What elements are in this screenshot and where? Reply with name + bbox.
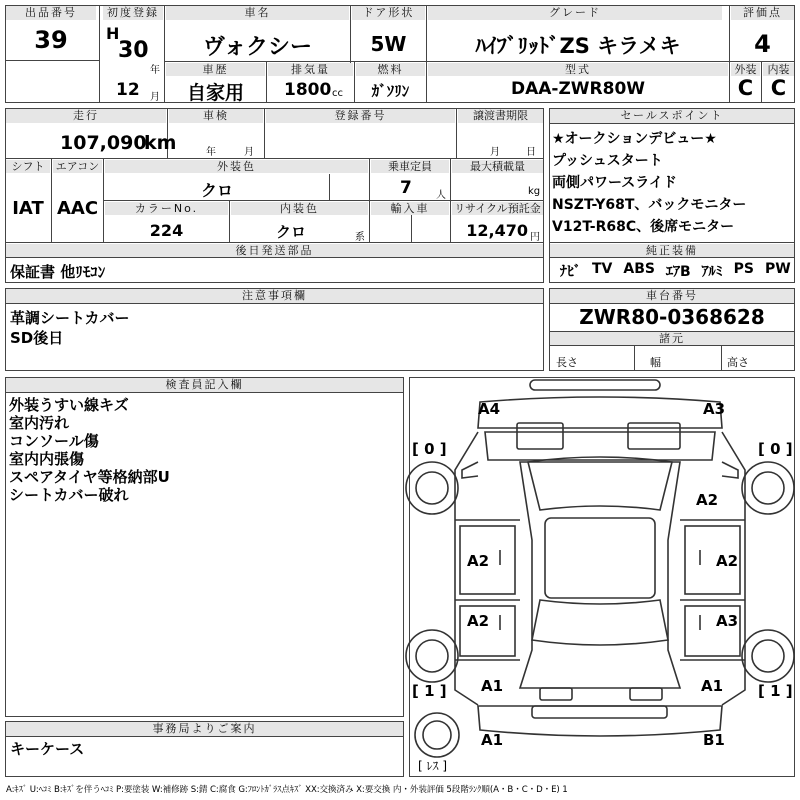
equipment-item: PW xyxy=(765,261,791,277)
mark-rear-bumper-right: B1 xyxy=(703,731,725,749)
divider xyxy=(5,392,404,393)
inspector-note: 室内汚れ xyxy=(9,414,70,432)
mark-right-front-door: A2 xyxy=(716,552,739,570)
score-label: 評価点 xyxy=(731,6,794,20)
inspector-note: スペアタイヤ等格納部U xyxy=(9,468,170,486)
interior-color-label: 内装色 xyxy=(231,202,368,215)
kei-unit: 系 xyxy=(355,232,365,243)
color-no-value: 224 xyxy=(149,221,184,240)
reg-no-label: 登録番号 xyxy=(266,109,455,123)
chassis-no-value: ZWR80-0368628 xyxy=(579,305,765,329)
later-items-label: 後日発送部品 xyxy=(6,244,543,257)
fuel-value: ｶﾞｿﾘﾝ xyxy=(371,82,410,100)
exterior-label: 外装 xyxy=(731,63,760,76)
interior-color-value: クロ xyxy=(275,223,306,241)
tire-rr-value: 1 xyxy=(770,682,781,700)
car-diagram-frame xyxy=(409,377,795,777)
insp-month-unit: 月 xyxy=(244,147,254,158)
inspection-label: 車検 xyxy=(169,109,263,123)
divider xyxy=(549,303,795,304)
mileage-value: 107,090 xyxy=(60,132,147,154)
exterior-grade-value: C xyxy=(737,76,754,100)
shift-label: シフト xyxy=(6,160,50,173)
km-unit: km xyxy=(144,132,177,154)
cc-unit: cc xyxy=(332,88,343,99)
fuel-label: 燃料 xyxy=(356,63,425,76)
door-type-value: 5W xyxy=(370,32,407,56)
yen-unit: 円 xyxy=(530,232,540,243)
tire-fr-mark: [ 0 ] xyxy=(758,440,793,458)
divider xyxy=(549,123,795,124)
divider xyxy=(729,5,730,103)
mark-left-quarter: A1 xyxy=(481,677,504,695)
sales-point: NSZT-Y68T、バックモニター xyxy=(552,197,747,213)
divider xyxy=(5,242,544,243)
exterior-color-value: クロ xyxy=(200,181,233,200)
equipment-item: ｴｱB xyxy=(665,264,691,280)
mark-front-left: A4 xyxy=(478,400,501,418)
shift-value: IAT xyxy=(12,198,44,219)
insp-year-unit: 年 xyxy=(206,147,216,158)
recycle-label: リサイクル預託金 xyxy=(452,202,543,215)
divider xyxy=(456,108,457,158)
vehicle-history-label: 車歴 xyxy=(166,63,265,76)
car-name-label: 車名 xyxy=(166,6,349,20)
spare-value: ﾚｽ xyxy=(426,759,439,773)
inspector-note: シートカバー破れ xyxy=(9,486,129,504)
month-value: 12 xyxy=(116,80,140,100)
interior-label: 内装 xyxy=(763,63,794,76)
office-label: 事務局よりご案内 xyxy=(6,722,403,736)
transfer-deadline-label: 譲渡書期限 xyxy=(458,109,543,123)
tire-rl-value: 1 xyxy=(424,682,435,700)
score-value: 4 xyxy=(754,30,771,58)
divider xyxy=(5,257,544,258)
inspector-label: 検査員記入欄 xyxy=(6,378,403,392)
divider xyxy=(354,61,355,103)
divider xyxy=(549,345,795,346)
aircon-value: AAC xyxy=(56,198,99,219)
lot-no-value: 39 xyxy=(34,26,68,54)
divider xyxy=(634,345,635,371)
car-name-value: ヴォクシー xyxy=(202,35,313,60)
divider xyxy=(266,61,267,103)
divider xyxy=(164,5,165,103)
length-label: 長さ xyxy=(556,356,578,369)
sales-point: ★オークションデビュー★ xyxy=(552,131,717,147)
equipment-item: ABS xyxy=(623,261,655,277)
genuine-equipment-label: 純正装備 xyxy=(550,244,794,257)
divider xyxy=(426,5,427,103)
month-unit: 月 xyxy=(150,92,160,103)
sales-point: V12T-R68C、後席モニター xyxy=(552,219,735,235)
grade-value: ﾊｲﾌﾞﾘｯﾄﾞZS キラメキ xyxy=(475,34,681,58)
kg-unit: kg xyxy=(528,186,541,197)
divider xyxy=(5,303,544,304)
note-line: SD後日 xyxy=(10,329,64,347)
office-note: キーケース xyxy=(10,740,85,758)
height-label: 高さ xyxy=(727,356,749,369)
mark-rear-bumper-left: A1 xyxy=(481,731,504,749)
tire-rl-mark: [ 1 ] xyxy=(412,682,447,700)
person-unit: 人 xyxy=(436,190,446,201)
divider xyxy=(350,5,351,63)
divider xyxy=(229,200,230,242)
inspector-note: 外装うすい線キズ xyxy=(9,396,129,414)
sales-points-label: セールスポイント xyxy=(550,109,794,123)
sales-point: プッシュスタート xyxy=(552,153,663,169)
exterior-color-label: 外装色 xyxy=(105,160,368,173)
legend: A:ｷｽﾞ U:ﾍｺﾐ B:ｷｽﾞを伴うﾍｺﾐ P:要塗装 W:補修跡 S:錆 C:腐食 G:ﾌﾛﾝﾄｶﾞﾗｽ点ｷｽﾞ XX:交換済み X:要交換 内・外装評価 5段階ﾗﾝｸ順(A・B・C・D・E) 1 xyxy=(6,785,568,795)
divider xyxy=(549,242,795,243)
door-type-label: ドア形状 xyxy=(352,6,425,20)
divider xyxy=(411,215,412,242)
inspector-note: コンソール傷 xyxy=(9,432,99,450)
mark-right-quarter: A1 xyxy=(701,677,724,695)
tire-fl-mark: [ 0 ] xyxy=(412,440,447,458)
max-load-label: 最大積載量 xyxy=(452,160,543,173)
note-line: 革調シートカバー xyxy=(10,309,130,327)
aircon-label: エアコン xyxy=(53,160,102,173)
interior-grade-value: C xyxy=(770,76,787,100)
notes-label: 注意事項欄 xyxy=(6,289,543,303)
equipment-item: ｱﾙﾐ xyxy=(701,264,723,280)
divider xyxy=(549,257,795,258)
model-code-value: DAA-ZWR80W xyxy=(510,79,646,99)
divider xyxy=(99,5,100,103)
inspector-note: 室内内張傷 xyxy=(9,450,85,468)
divider xyxy=(5,158,544,159)
later-items-value: 保証書 他ﾘﾓｺﾝ xyxy=(10,263,106,281)
capacity-value: 7 xyxy=(400,178,412,198)
mark-left-front-door: A2 xyxy=(467,552,490,570)
tire-fl-value: 0 xyxy=(424,440,435,458)
inspector-notes-list xyxy=(9,394,170,502)
displacement-label: 排気量 xyxy=(268,63,353,76)
divider xyxy=(51,158,52,242)
displacement-value: 1800 xyxy=(284,80,332,100)
tire-rr-mark: [ 1 ] xyxy=(758,682,793,700)
sales-point: 両側パワースライド xyxy=(552,175,677,191)
equipment-item: ﾅﾋﾞ xyxy=(560,264,581,280)
sales-points-list xyxy=(552,128,794,238)
vehicle-history-value: 自家用 xyxy=(186,82,244,104)
mark-front-right: A3 xyxy=(703,400,726,418)
transfer-month-unit: 月 xyxy=(490,147,500,158)
transfer-day-unit: 日 xyxy=(526,147,536,158)
model-code-label: 型式 xyxy=(428,63,728,76)
capacity-label: 乗車定員 xyxy=(371,160,449,173)
spare-mark: [ ﾚｽ ] xyxy=(418,759,448,773)
divider xyxy=(761,61,762,103)
tire-fr-value: 0 xyxy=(770,440,781,458)
equipment-item: PS xyxy=(733,261,754,277)
divider xyxy=(5,736,404,737)
color-no-label: カラーNo. xyxy=(105,202,228,215)
chassis-no-label: 車台番号 xyxy=(550,289,794,303)
year-unit: 年 xyxy=(150,65,160,76)
year-value: 30 xyxy=(118,38,149,63)
grade-label: グレード xyxy=(428,6,722,20)
mileage-label: 走行 xyxy=(6,109,166,123)
mark-right-fender: A2 xyxy=(696,491,719,509)
equipment-item: TV xyxy=(592,261,613,277)
divider xyxy=(5,60,99,61)
width-label: 幅 xyxy=(650,356,661,369)
lot-no-label: 出品番号 xyxy=(6,6,96,20)
divider xyxy=(329,174,330,200)
mark-left-rear-door: A2 xyxy=(467,612,490,630)
specs-label: 諸元 xyxy=(550,332,794,345)
divider xyxy=(164,61,795,62)
mark-right-rear-door: A3 xyxy=(716,612,739,630)
import-label: 輸入車 xyxy=(371,202,449,215)
first-reg-label: 初度登録 xyxy=(103,6,163,20)
genuine-equipment-list xyxy=(560,261,794,281)
era-value: H xyxy=(106,24,120,43)
recycle-value: 12,470 xyxy=(466,221,528,240)
divider xyxy=(721,345,722,371)
divider xyxy=(264,108,265,158)
